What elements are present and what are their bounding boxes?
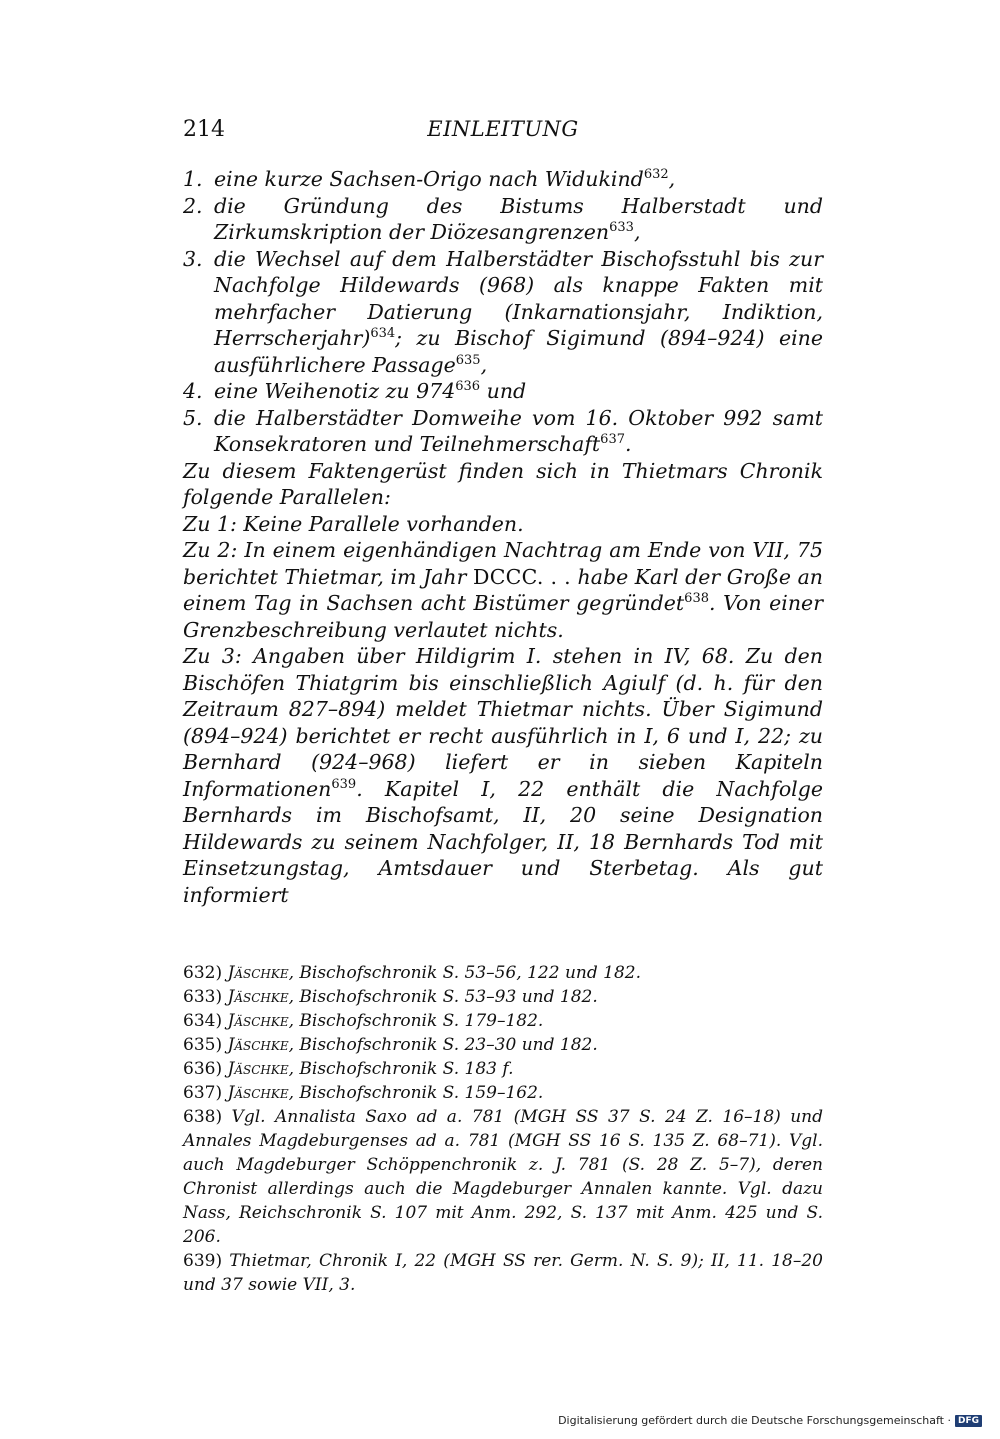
page-number: 214 xyxy=(183,117,225,142)
footnote-number: 632) xyxy=(183,963,223,983)
footnote-text: , Bischofschronik S. 179–182. xyxy=(288,1011,544,1031)
list-item-text: die Halberstädter Domweihe vom 16. Oktober 992 samt Konsekratoren und Teilnehmerschaft xyxy=(214,405,823,456)
footnote-number: 633) xyxy=(183,987,223,1007)
list-item-text: die Gründung des Bistums Halberstadt und Zirkumskription der Diözesangrenzen xyxy=(214,193,823,244)
list-item xyxy=(183,378,823,405)
footnote-number: 635) xyxy=(183,1035,223,1055)
footnote-ref[interactable]: 639 xyxy=(331,776,357,792)
footnote xyxy=(183,1249,823,1297)
list-item xyxy=(183,166,823,193)
footnote-ref[interactable]: 638 xyxy=(684,591,709,607)
footnote xyxy=(183,1105,823,1249)
paragraph-zu-3 xyxy=(183,643,823,908)
footnote-text: , Bischofschronik S. 53–56, 122 und 182. xyxy=(288,963,641,983)
footnote-number: 636) xyxy=(183,1059,223,1079)
footnote-ref[interactable]: 634 xyxy=(370,326,396,342)
footnote-ref[interactable]: 637 xyxy=(600,432,625,448)
list-item-tail: und xyxy=(480,379,527,403)
footnote xyxy=(183,1081,823,1105)
list-item-text: die Wechsel auf dem Halberstädter Bischofsstuhl bis zur Nachfolge Hildewards (968) als knappe Fakten mit mehrfacher Datierung (Inkarnationsjahr, Indiktion, Herrscherjahr) xyxy=(214,246,823,350)
page-header xyxy=(183,117,823,147)
list-item-tail: , xyxy=(668,167,676,191)
credit-text: Digitalisierung gefördert durch die Deutsche Forschungsgemeinschaft · xyxy=(558,1414,951,1427)
dfg-logo: DFG xyxy=(955,1415,982,1427)
footnote-text: , Bischofschronik S. 159–162. xyxy=(288,1083,544,1103)
list-item-text: eine kurze Sachsen-Origo nach Widukind xyxy=(214,167,644,191)
list-item-number: 4. xyxy=(183,379,203,403)
main-text xyxy=(183,166,823,908)
footnote-author: Jäschke xyxy=(227,1011,289,1031)
footnote xyxy=(183,1033,823,1057)
paragraph-text: Zu 3: Angaben über Hildigrim I. stehen in IV, 68. Zu den Bischöfen Thiatgrim bis einschließlich Agiulf (d. h. für den Zeitraum 827–894) meldet Thietmar nichts. Über Sigimund (894–924) berichtet er recht ausführlich in I, 6 und I, 22; zu Bernhard (924–968) liefert er in sieben Kapiteln Informationen xyxy=(183,644,823,801)
list-item-tail: ; zu Bischof Sigimund (894–924) eine ausführlichere Passage xyxy=(214,326,823,377)
footnote-number: 637) xyxy=(183,1083,223,1103)
paragraph-zu-1: Zu 1: Keine Parallele vorhanden. xyxy=(183,511,524,536)
footnote-author: Jäschke xyxy=(227,987,289,1007)
paragraph-zu-2 xyxy=(183,537,823,643)
footnote-author: Jäschke xyxy=(227,1059,289,1079)
roman-date: DCCC. . . xyxy=(472,564,571,589)
footnote-text: , Bischofschronik S. 23–30 und 182. xyxy=(288,1035,598,1055)
footnote xyxy=(183,961,823,985)
footnote-text: Vgl. Annalista Saxo ad a. 781 (MGH SS 37 S. 24 Z. 16–18) und Annales Magdeburgenses ad a. 781 (MGH SS 16 S. 135 Z. 68–71). Vgl. auch Magdeburger Schöppenchronik z. J. 781 (S. 28 Z. 5–7), deren Chronist allerdings auch die Magdeburger Annalen kannte. Vgl. dazu Nass, Reichschronik S. 107 mit Anm. 292, S. 137 mit Anm. 425 und S. 206. xyxy=(183,1107,823,1247)
list-item-number: 3. xyxy=(183,246,203,271)
footnote xyxy=(183,1057,823,1081)
enumerated-list xyxy=(183,166,823,458)
list-item-text: eine Weihenotiz zu 974 xyxy=(214,379,456,403)
list-item xyxy=(183,246,823,379)
digitization-credit xyxy=(558,1414,982,1427)
footnote-ref[interactable]: 635 xyxy=(455,352,481,368)
footnote-number: 638) xyxy=(183,1107,223,1127)
footnote-author: Jäschke xyxy=(227,1083,289,1103)
footnote-author: Jäschke xyxy=(227,963,289,983)
footnote-number: 639) xyxy=(183,1251,223,1271)
footnote xyxy=(183,985,823,1009)
paragraph-text: . Kapitel I, 22 enthält die Nachfolge Bernhards im Bischofsamt, II, 20 seine Designation Hildewards zu seinem Nachfolger, II, 18 Bernhards Tod mit Einsetzungstag, Amtsdauer und Sterbetag. Als gut informiert xyxy=(183,776,823,907)
list-item-number: 1. xyxy=(183,167,203,191)
list-item xyxy=(183,405,823,458)
footnote-ref[interactable]: 636 xyxy=(455,379,481,395)
paragraph-text: habe Karl der Große an einem Tag in Sachsen acht Bistümer gegründet xyxy=(183,564,823,615)
list-item-tail: , xyxy=(480,352,488,377)
paragraph-text: . Von einer Grenzbeschreibung verlautet nichts. xyxy=(183,591,823,642)
footnotes xyxy=(183,961,823,1297)
list-item-tail: . xyxy=(625,432,632,456)
footnote-text: , Bischofschronik S. 183 f. xyxy=(288,1059,514,1079)
footnote-ref[interactable]: 632 xyxy=(643,167,669,183)
footnote-ref[interactable]: 633 xyxy=(609,220,634,236)
footnote xyxy=(183,1009,823,1033)
paragraph-intro: Zu diesem Faktengerüst finden sich in Thietmars Chronik folgende Parallelen: xyxy=(183,458,823,509)
list-item-number: 5. xyxy=(183,405,203,430)
footnote-text: , Bischofschronik S. 53–93 und 182. xyxy=(288,987,598,1007)
list-item xyxy=(183,193,823,246)
list-item-number: 2. xyxy=(183,193,203,218)
list-item-tail: , xyxy=(633,220,641,244)
footnote-number: 634) xyxy=(183,1011,223,1031)
running-title: EINLEITUNG xyxy=(427,117,579,141)
footnote-text: Thietmar, Chronik I, 22 (MGH SS rer. Germ. N. S. 9); II, 11. 18–20 und 37 sowie VII, 3. xyxy=(183,1251,823,1295)
footnote-author: Jäschke xyxy=(227,1035,289,1055)
paragraph-text: Zu 2: In einem eigenhändigen Nachtrag am Ende von VII, 75 berichtet Thietmar, im Jahr xyxy=(183,538,823,589)
